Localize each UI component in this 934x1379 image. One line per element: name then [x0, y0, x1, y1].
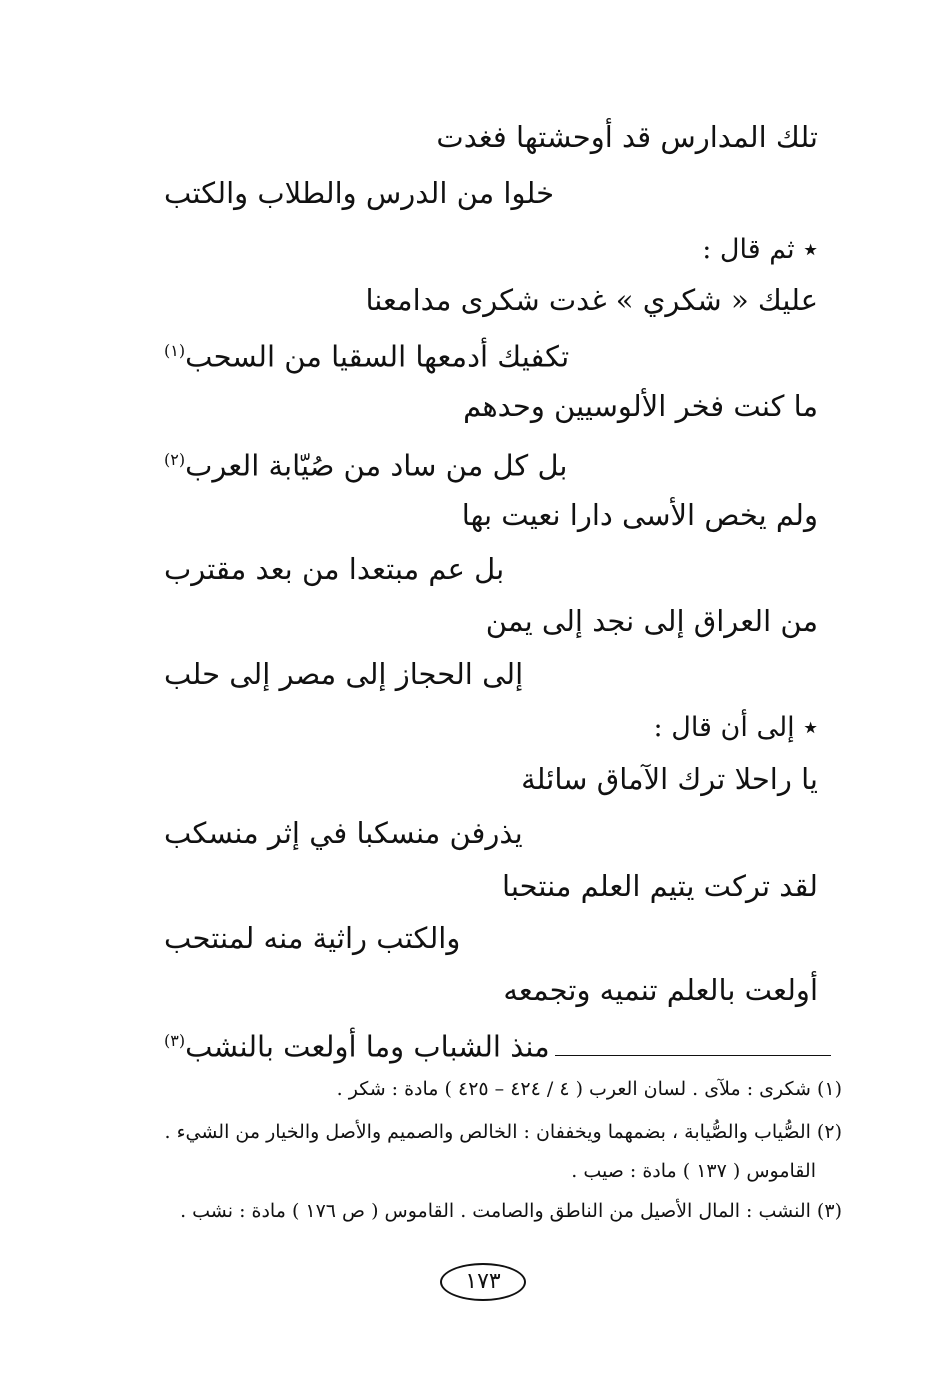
section-heading: ٭ إلى أن قال :: [653, 712, 818, 743]
verse-line: إلى الحجاز إلى مصر إلى حلب: [164, 657, 524, 691]
verse-line: منذ الشباب وما أولعت بالنشب$^{(٣)}$: [164, 1029, 550, 1064]
verse-line: لقد تركت يتيم العلم منتحبا: [502, 869, 818, 903]
footnote: (٢) الصُّياب والصُّيابة ، بضمهما ويخففان : الخالص والصميم والأصل والخيار من الشيء .: [164, 1121, 842, 1143]
footnote: القاموس ( ١٣٧ ) مادة : صيب .: [571, 1160, 816, 1182]
verse-line: من العراق إلى نجد إلى يمن: [485, 604, 818, 638]
verse-line: يذرفن منسكبا في إثر منسكب: [164, 816, 523, 850]
verse-line: تكفيك أدمعها السقيا من السحب$^{(١)}$: [164, 339, 570, 374]
verse-line: تلك المدارس قد أوحشتها فغدت: [436, 120, 818, 154]
footnote: (١) شكرى : ملآى . لسان العرب ( ٤ / ٤٢٤ – ٤٢٥ ) مادة : شكر .: [336, 1078, 842, 1100]
verse-line: ما كنت فخر الألوسيين وحدهم: [463, 389, 818, 423]
verse-line: بل عم مبتعدا من بعد مقترب: [164, 552, 505, 586]
verse-line: ولم يخص الأسى دارا نعيت بها: [461, 498, 818, 532]
verse-line: خلوا من الدرس والطلاب والكتب: [164, 176, 554, 210]
verse-line: عليك « شكري » غدت شكرى مدامعنا: [365, 283, 818, 317]
verse-line: بل كل من ساد من صُيّابة العرب$^{(٢)}$: [164, 448, 568, 483]
page-number: ١٧٣: [440, 1263, 526, 1301]
footnote-marker: (٣): [164, 1031, 186, 1050]
verse-line: والكتب راثية منه لمنتحب: [164, 921, 461, 955]
footnote-marker: (٢): [164, 450, 186, 469]
section-heading: ٭ ثم قال :: [702, 234, 818, 265]
verse-line: يا راحلا ترك الآماق سائلة: [521, 762, 818, 796]
footnote-separator: [555, 1055, 831, 1056]
footnote: (٣) النشب : المال الأصيل من الناطق والصامت . القاموس ( ص ١٧٦ ) مادة : نشب .: [180, 1200, 842, 1222]
footnote-marker: (١): [164, 341, 186, 360]
verse-line: أولعت بالعلم تنميه وتجمعه: [503, 973, 818, 1007]
